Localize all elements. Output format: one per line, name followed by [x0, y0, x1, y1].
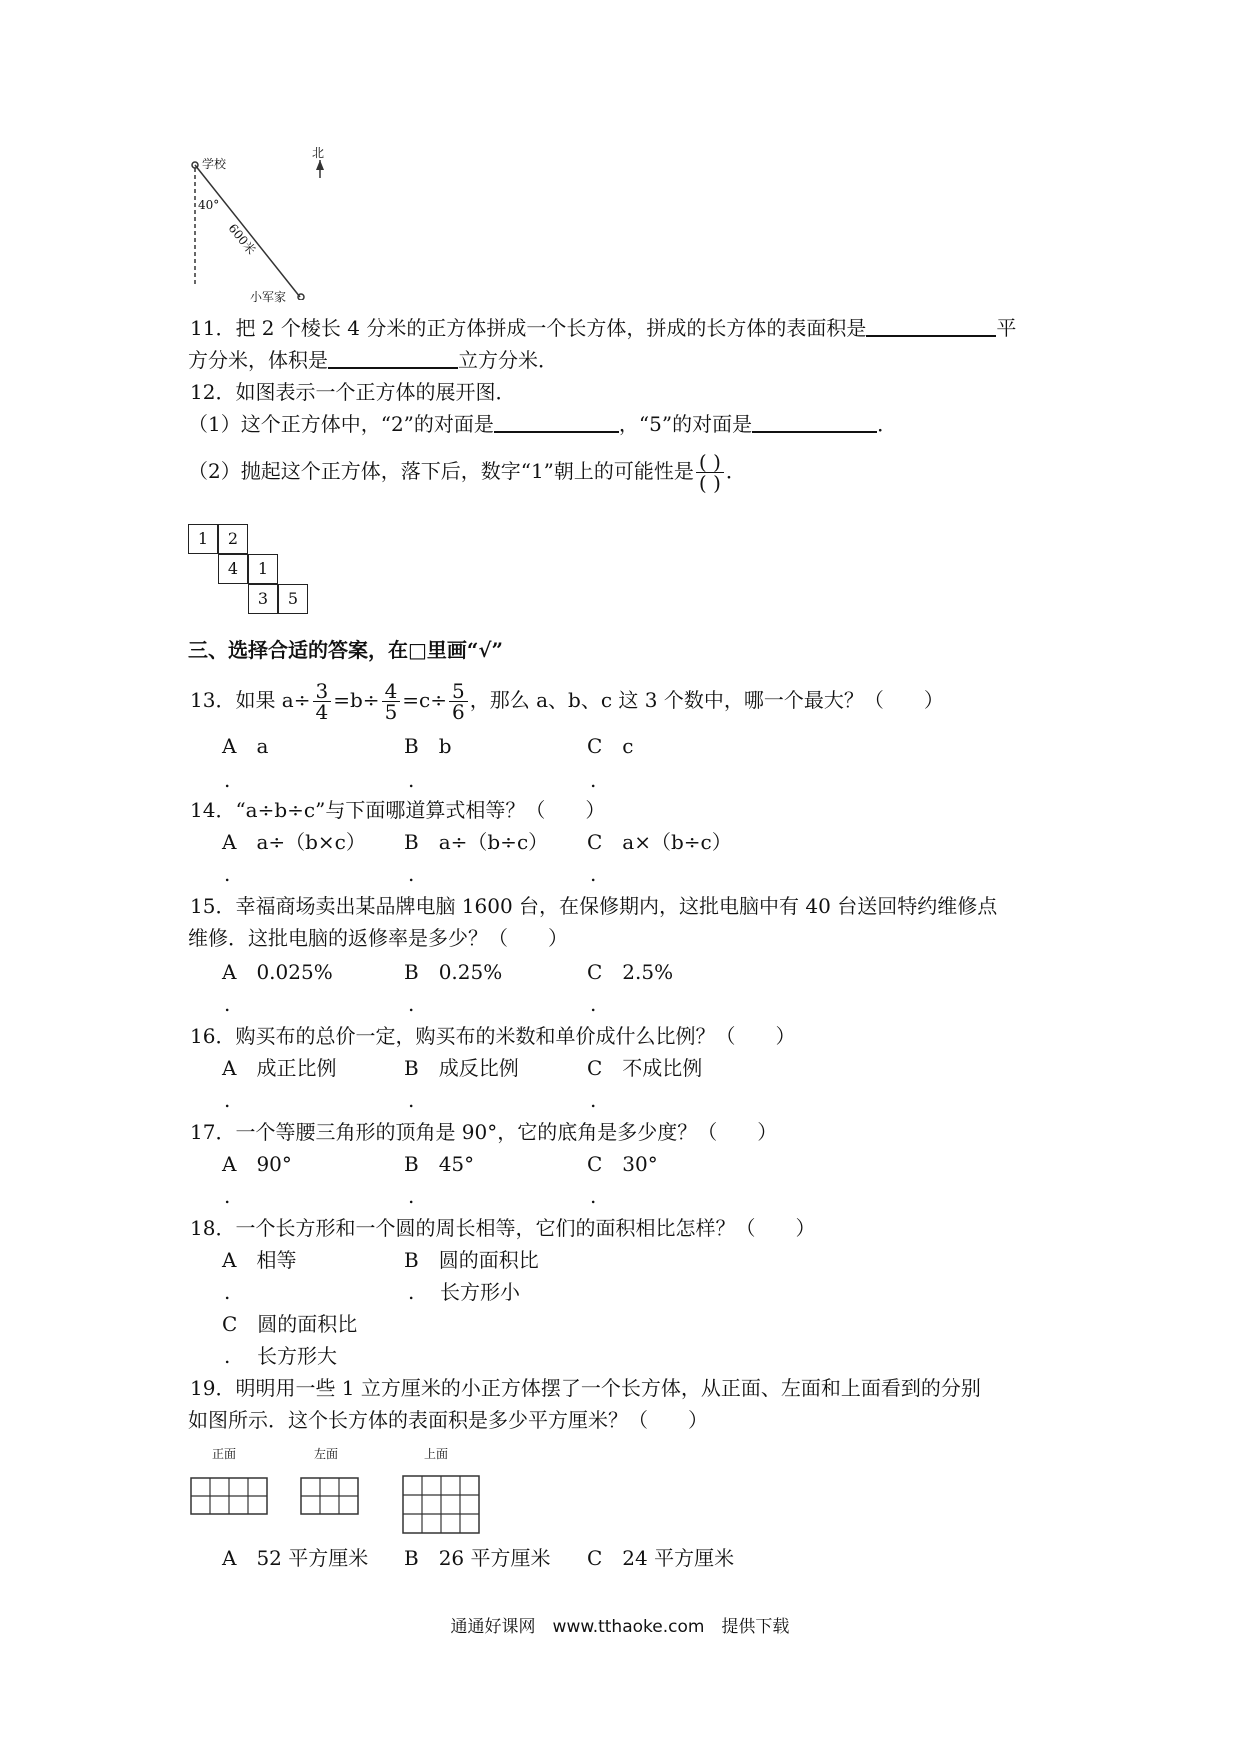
q16-question: 16．购买布的总价一定，购买布的米数和单价成什么比例？（ ） [190, 1024, 796, 1048]
q17-option-c[interactable]: C 30° [587, 1152, 658, 1176]
view-top-label: 上面 [424, 1447, 449, 1461]
q13-f2-den: 5 [384, 700, 398, 724]
q18-option-b[interactable]: B 圆的面积比 [404, 1248, 539, 1272]
q17-dot: . [408, 1184, 415, 1208]
q13-text-b: =b÷ [333, 688, 380, 712]
q14-dot: . [224, 862, 231, 886]
q11-line2 [188, 346, 558, 374]
q19-question-line2: 如图所示．这个长方体的表面积是多少平方厘米？（ ） [188, 1408, 708, 1432]
q15-question-line1: 15．幸福商场卖出某品牌电脑 1600 台，在保修期内，这批电脑中有 40 台送回特约维修点 [190, 894, 998, 918]
q11-text-4: 立方分米． [458, 348, 558, 372]
net-cell: 4 [218, 554, 248, 584]
q19-option-a[interactable]: A 52 平方厘米 [222, 1546, 369, 1570]
q13-fraction-1 [313, 681, 332, 722]
q13-f3-den: 6 [452, 700, 465, 724]
q12-probability-fraction[interactable] [696, 452, 724, 493]
q19-view-front [190, 1445, 270, 1525]
q11-text-3: 方分米，体积是 [188, 348, 328, 372]
q14-option-b[interactable]: B a÷（b÷c） [404, 830, 549, 854]
q12-frac-num: ( ) [696, 452, 724, 473]
q15-option-a[interactable]: A 0.025% [222, 960, 333, 984]
q12-sub1-text-c: ． [877, 412, 898, 436]
q13-option-c[interactable]: C c [587, 734, 634, 758]
q18-option-a[interactable]: A 相等 [222, 1248, 297, 1272]
q12-sub1-text-a: （1）这个正方体中，“2”的对面是 [188, 412, 494, 436]
q13-dot: . [590, 768, 597, 792]
q13-fraction-3 [449, 681, 468, 722]
q11-blank-volume[interactable] [328, 347, 458, 369]
view-front-grid [190, 1477, 270, 1519]
net-cell: 3 [248, 584, 278, 614]
q13-f1-num: 3 [313, 681, 332, 702]
q19-option-b[interactable]: B 26 平方厘米 [404, 1546, 551, 1570]
q16-option-b[interactable]: B 成反比例 [404, 1056, 519, 1080]
q13-text-c: =c÷ [402, 688, 448, 712]
q15-question-line2: 维修．这批电脑的返修率是多少？（ ） [188, 926, 568, 950]
q18-dot: . [224, 1280, 231, 1304]
q12-sub2 [188, 452, 746, 493]
q14-question: 14．“a÷b÷c”与下面哪道算式相等？（ ） [190, 798, 606, 822]
q18-dot: . [224, 1344, 231, 1368]
q12-sub2-text-b: ． [725, 459, 746, 483]
map-figure-svg [180, 150, 340, 300]
section-3-heading: 三、选择合适的答案，在□里画“√” [188, 638, 504, 662]
q11-text-1: 11．把 2 个棱长 4 分米的正方体拼成一个长方体，拼成的长方体的表面积是 [190, 316, 867, 340]
q18-question: 18．一个长方形和一个圆的周长相等，它们的面积相比怎样？（ ） [190, 1216, 816, 1240]
map-school-label: 学校 [202, 157, 227, 171]
q15-dot: . [224, 992, 231, 1016]
map-angle-label: 40° [198, 198, 220, 212]
q16-option-c[interactable]: C 不成比例 [587, 1056, 703, 1080]
q14-option-c[interactable]: C a×（b÷c） [587, 830, 732, 854]
q11-line1 [190, 314, 1016, 342]
q19-option-c[interactable]: C 24 平方厘米 [587, 1546, 735, 1570]
page-footer: 通通好课网 www.tthaoke.com 提供下载 [450, 1617, 790, 1637]
q19-view-top [402, 1445, 482, 1535]
q13-text-d: ，那么 a、b、c 这 3 个数中，哪一个最大？（ ） [469, 688, 944, 712]
map-distance-label: 600米 [225, 221, 259, 258]
view-front-label: 正面 [212, 1447, 237, 1461]
q15-dot: . [590, 992, 597, 1016]
net-cell: 1 [248, 554, 278, 584]
net-cell: 2 [218, 524, 248, 554]
q13-f1-den: 4 [315, 700, 329, 724]
q14-dot: . [408, 862, 415, 886]
q18-option-c-cont: 长方形大 [257, 1344, 337, 1368]
view-left-grid [300, 1477, 362, 1519]
q12-frac-den: ( ) [698, 471, 721, 495]
map-figure [180, 146, 340, 304]
q17-option-a[interactable]: A 90° [222, 1152, 292, 1176]
q12-blank-opposite-2[interactable] [494, 411, 619, 433]
q13-text-a: 13．如果 a÷ [190, 688, 311, 712]
q18-option-c[interactable]: C 圆的面积比 [222, 1312, 358, 1336]
q13-option-a[interactable]: A a [222, 734, 269, 758]
q13-option-b[interactable]: B b [404, 734, 452, 758]
q17-dot: . [224, 1184, 231, 1208]
q11-blank-surface[interactable] [866, 315, 996, 337]
q12-sub1-text-b: ，“5”的对面是 [618, 412, 753, 436]
q16-option-a[interactable]: A 成正比例 [222, 1056, 337, 1080]
q14-dot: . [590, 862, 597, 886]
q13-question [190, 680, 944, 722]
q17-option-b[interactable]: B 45° [404, 1152, 475, 1176]
view-left-label: 左面 [314, 1447, 339, 1461]
map-north-label: 北 [312, 146, 325, 160]
q12-sub2-text-a: （2）抛起这个正方体，落下后，数字“1”朝上的可能性是 [188, 459, 694, 483]
q11-text-2: 平 [996, 316, 1017, 340]
q13-f2-num: 4 [382, 681, 401, 702]
q16-dot: . [590, 1088, 597, 1112]
q16-dot: . [224, 1088, 231, 1112]
q19-view-left [300, 1445, 362, 1525]
cube-net [188, 524, 328, 624]
q13-dot: . [408, 768, 415, 792]
net-cell: 5 [278, 584, 308, 614]
q12-title: 12．如图表示一个正方体的展开图． [190, 380, 516, 404]
q12-sub1 [188, 410, 897, 438]
q17-question: 17．一个等腰三角形的顶角是 90°，它的底角是多少度？（ ） [190, 1120, 778, 1144]
q14-option-a[interactable]: A a÷（b×c） [222, 830, 366, 854]
q15-dot: . [408, 992, 415, 1016]
q13-f3-num: 5 [449, 681, 468, 702]
q13-dot: . [224, 768, 231, 792]
view-top-grid [402, 1475, 482, 1537]
q18-dot: . [408, 1280, 415, 1304]
q17-dot: . [590, 1184, 597, 1208]
q12-blank-opposite-5[interactable] [752, 411, 877, 433]
q15-option-b[interactable]: B 0.25% [404, 960, 503, 984]
q13-fraction-2 [382, 681, 401, 722]
q18-option-b-cont: 长方形小 [440, 1280, 520, 1304]
q15-option-c[interactable]: C 2.5% [587, 960, 674, 984]
q19-question-line1: 19．明明用一些 1 立方厘米的小正方体摆了一个长方体，从正面、左面和上面看到的分别 [190, 1376, 981, 1400]
map-home-label: 小军家 [250, 290, 287, 304]
net-cell: 1 [188, 524, 218, 554]
q16-dot: . [408, 1088, 415, 1112]
